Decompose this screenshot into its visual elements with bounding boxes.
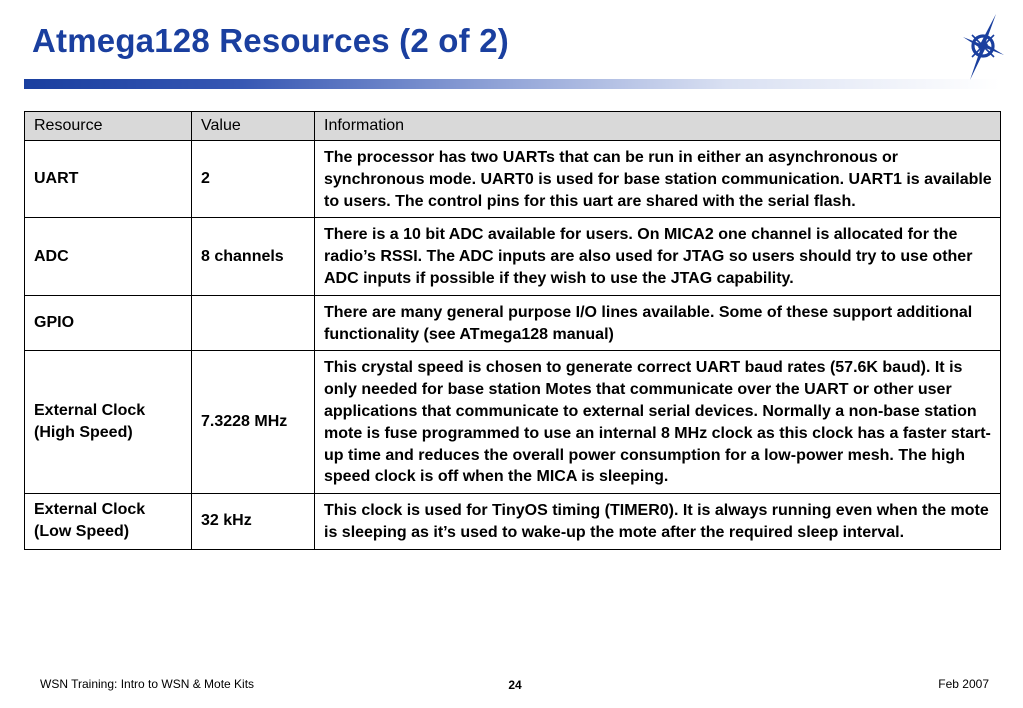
value-cell bbox=[192, 295, 315, 351]
resource-table bbox=[24, 111, 1001, 550]
resource-cell: External Clock (High Speed) bbox=[25, 351, 192, 494]
value-cell: 8 channels bbox=[192, 218, 315, 295]
information-cell: There is a 10 bit ADC available for users. On MICA2 one channel is allocated for the radio’s RSSI. The ADC inputs are also used for JTAG so users should try to use other ADC inputs if possible if they wish to use the JTAG capability. bbox=[315, 218, 1001, 295]
value-cell: 7.3228 MHz bbox=[192, 351, 315, 494]
information-cell: This crystal speed is chosen to generate correct UART baud rates (57.6K baud). It is only needed for base station Motes that communicate over the UART or other user applications that communicate to external serial devices. Normally a non-base station mote is fuse programmed to use an internal 8 MHz clock as this clock has a faster start-up time and reduces the overall power consumption for a low-power mesh. The high speed clock is off when the MICA is sleeping. bbox=[315, 351, 1001, 494]
table-row bbox=[25, 141, 1001, 218]
table-row bbox=[25, 295, 1001, 351]
table-row bbox=[25, 494, 1001, 550]
information-cell: This clock is used for TinyOS timing (TIMER0). It is always running even when the mote is sleeping as it’s used to wake-up the mote after the required sleep interval. bbox=[315, 494, 1001, 550]
value-cell: 32 kHz bbox=[192, 494, 315, 550]
resource-cell: GPIO bbox=[25, 295, 192, 351]
value-cell: 2 bbox=[192, 141, 315, 218]
column-header-value: Value bbox=[192, 112, 315, 141]
column-header-information: Information bbox=[315, 112, 1001, 141]
footer-course-title: WSN Training: Intro to WSN & Mote Kits bbox=[40, 677, 255, 691]
information-cell: There are many general purpose I/O lines available. Some of these support additional functionality (see ATmega128 manual) bbox=[315, 295, 1001, 351]
resource-cell: UART bbox=[25, 141, 192, 218]
resource-cell: External Clock (Low Speed) bbox=[25, 494, 192, 550]
footer-page-number: 24 bbox=[508, 678, 522, 692]
slide-title: Atmega128 Resources (2 of 2) bbox=[32, 22, 509, 59]
column-header-resource: Resource bbox=[25, 112, 192, 141]
table-row bbox=[25, 351, 1001, 494]
information-cell: The processor has two UARTs that can be run in either an asynchronous or synchronous mode. UART0 is used for base station communication. UART1 is available to users. The control pins for this uart are shared with the serial flash. bbox=[315, 141, 1001, 218]
title-underline-bar bbox=[24, 79, 1000, 89]
compass-star-logo-icon bbox=[958, 12, 1008, 84]
table-header-row bbox=[25, 112, 1001, 141]
resource-cell: ADC bbox=[25, 218, 192, 295]
table-row bbox=[25, 218, 1001, 295]
footer-date: Feb 2007 bbox=[938, 677, 989, 691]
